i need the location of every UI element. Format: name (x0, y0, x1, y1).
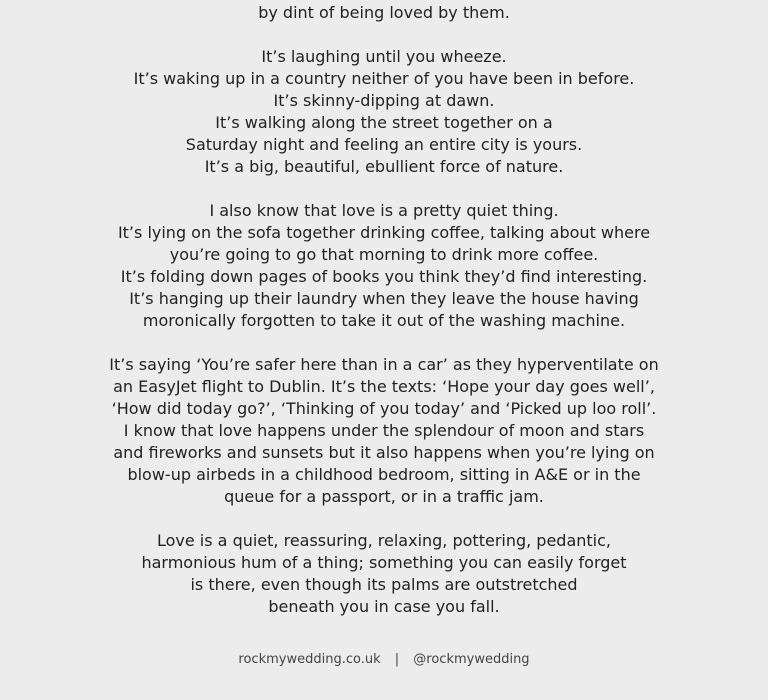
poem-line: Love is a quiet, reassuring, relaxing, pottering, pedantic, (156, 531, 612, 550)
poem-line: I also know that love is a pretty quiet thing. (209, 201, 559, 220)
poem-line: It’s skinny-dipping at dawn. (273, 91, 495, 110)
poem-line: ‘How did today go?’, ‘Thinking of you today’ and ‘Picked up loo roll’. (111, 399, 657, 418)
poem-line: It’s hanging up their laundry when they leave the house having (129, 289, 639, 308)
poem-line: queue for a passport, or in a traffic jam. (224, 487, 544, 506)
poem-line: I know that love happens under the splendour of moon and stars (123, 421, 645, 440)
poem-line: harmonious hum of a thing; something you can easily forget (141, 553, 627, 572)
poem-line: It’s folding down pages of books you think they’d find interesting. (120, 267, 648, 286)
stanza-3 (0, 200, 768, 332)
footer-credits (0, 650, 768, 670)
poem-line: an EasyJet flight to Dublin. It’s the texts: ‘Hope your day goes well’, (113, 377, 655, 396)
stanza-2 (0, 46, 768, 178)
social-handle: @rockmywedding (413, 652, 530, 667)
website-credit: rockmywedding.co.uk (238, 652, 381, 667)
poem-line: and fireworks and sunsets but it also happens when you’re lying on (113, 443, 655, 462)
poem-line: It’s lying on the sofa together drinking coffee, talking about where (117, 223, 651, 242)
poem-line: It’s a big, beautiful, ebullient force of nature. (204, 157, 564, 176)
poem-text (0, 2, 768, 640)
poem-line: is there, even though its palms are outstretched (190, 575, 578, 594)
poem-line: by dint of being loved by them. (258, 3, 510, 22)
stanza-5 (0, 530, 768, 618)
poem-line: Saturday night and feeling an entire city is yours. (185, 135, 583, 154)
poem-line: It’s walking along the street together on a (215, 113, 553, 132)
poem-line: beneath you in case you fall. (268, 597, 500, 616)
poem-line: blow-up airbeds in a childhood bedroom, sitting in A&E or in the (127, 465, 641, 484)
stanza-4 (0, 354, 768, 508)
poem-line: It’s saying ‘You’re safer here than in a car’ as they hyperventilate on (109, 355, 659, 374)
poem-line: moronically forgotten to take it out of the washing machine. (142, 311, 626, 330)
footer-separator: | (394, 652, 400, 667)
poem-line: you’re going to go that morning to drink more coffee. (169, 245, 599, 264)
stanza-1 (0, 2, 768, 24)
poem-line: It’s laughing until you wheeze. (261, 47, 507, 66)
poem-line: It’s waking up in a country neither of you have been in before. (133, 69, 635, 88)
